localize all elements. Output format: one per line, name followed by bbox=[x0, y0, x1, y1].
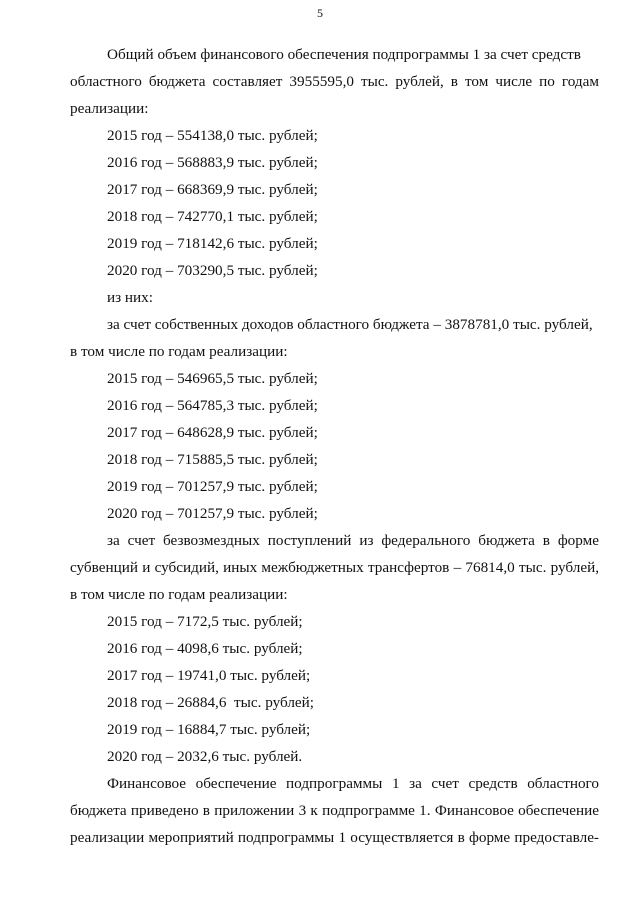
paragraph-line: реализации мероприятий подпрограммы 1 осуществляется в форме предоставле- bbox=[70, 829, 599, 846]
list-item: 2017 год – 648628,9 тыс. рублей; bbox=[107, 424, 318, 441]
list-item: 2016 год – 568883,9 тыс. рублей; bbox=[107, 154, 318, 171]
paragraph-line: за счет собственных доходов областного бюджета – 3878781,0 тыс. рублей, bbox=[107, 316, 593, 333]
list-item: 2020 год – 703290,5 тыс. рублей; bbox=[107, 262, 318, 279]
paragraph-line: из них: bbox=[107, 289, 153, 306]
list-item: 2020 год – 2032,6 тыс. рублей. bbox=[107, 748, 303, 765]
list-item: 2016 год – 564785,3 тыс. рублей; bbox=[107, 397, 318, 414]
paragraph-line: бюджета приведено в приложении 3 к подпрограмме 1. Финансовое обеспечение bbox=[70, 802, 599, 819]
paragraph-line: реализации: bbox=[70, 100, 149, 117]
list-item: 2015 год – 7172,5 тыс. рублей; bbox=[107, 613, 303, 630]
paragraph-line: в том числе по годам реализации: bbox=[70, 343, 288, 360]
list-item: 2015 год – 554138,0 тыс. рублей; bbox=[107, 127, 318, 144]
list-item: 2019 год – 701257,9 тыс. рублей; bbox=[107, 478, 318, 495]
list-item: 2017 год – 668369,9 тыс. рублей; bbox=[107, 181, 318, 198]
list-item: 2015 год – 546965,5 тыс. рублей; bbox=[107, 370, 318, 387]
list-item: 2016 год – 4098,6 тыс. рублей; bbox=[107, 640, 303, 657]
list-item: 2017 год – 19741,0 тыс. рублей; bbox=[107, 667, 311, 684]
paragraph-line: за счет безвозмездных поступлений из федерального бюджета в форме bbox=[107, 532, 599, 549]
list-item: 2019 год – 718142,6 тыс. рублей; bbox=[107, 235, 318, 252]
list-item: 2018 год – 715885,5 тыс. рублей; bbox=[107, 451, 318, 468]
paragraph-line: субвенций и субсидий, иных межбюджетных трансфертов – 76814,0 тыс. рублей, bbox=[70, 559, 599, 576]
list-item: 2018 год – 742770,1 тыс. рублей; bbox=[107, 208, 318, 225]
list-item: 2019 год – 16884,7 тыс. рублей; bbox=[107, 721, 311, 738]
list-item: 2020 год – 701257,9 тыс. рублей; bbox=[107, 505, 318, 522]
paragraph-line: Финансовое обеспечение подпрограммы 1 за счет средств областного bbox=[107, 775, 599, 792]
page-number: 5 bbox=[317, 6, 323, 20]
list-item: 2018 год – 26884,6 тыс. рублей; bbox=[107, 694, 315, 711]
paragraph-line: в том числе по годам реализации: bbox=[70, 586, 288, 603]
paragraph-line: Общий объем финансового обеспечения подпрограммы 1 за счет средств bbox=[107, 46, 581, 63]
paragraph-line: областного бюджета составляет 3955595,0 тыс. рублей, в том числе по годам bbox=[70, 73, 599, 90]
